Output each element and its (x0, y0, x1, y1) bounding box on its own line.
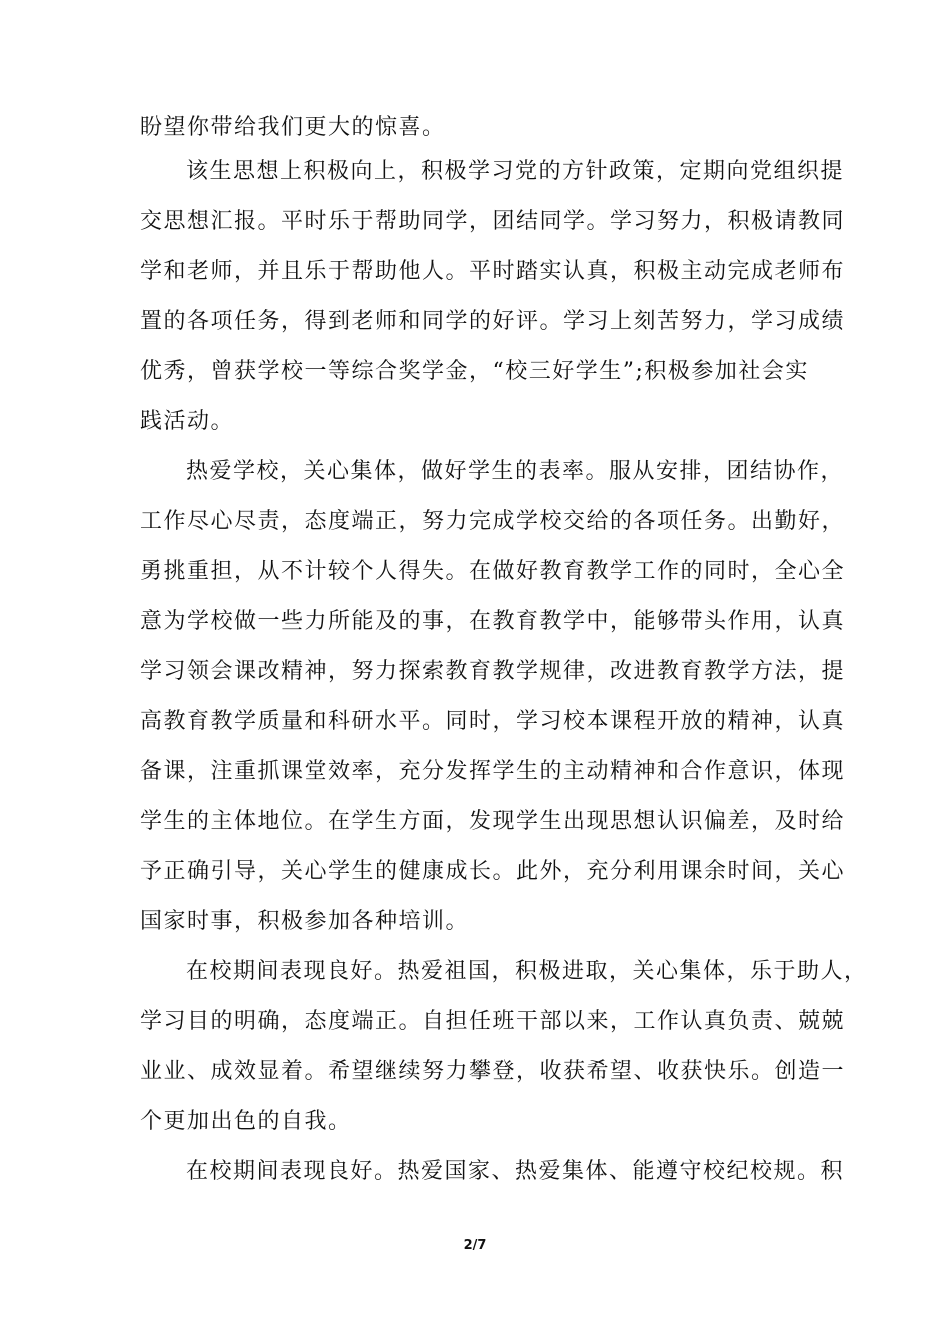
text-line: 个更加出色的自我。 (140, 1109, 352, 1134)
text-line: 工作尽心尽责，态度端正，努力完成学校交给的各项任务。出勤好， (140, 509, 846, 534)
text-line: 践活动。 (140, 409, 235, 434)
text-line: 该生思想上积极向上，积极学习党的方针政策，定期向党组织提 (186, 159, 845, 184)
text-line: 交思想汇报。平时乐于帮助同学，团结同学。学习努力，积极请教同 (140, 209, 846, 234)
text-line: 国家时事，积极参加各种培训。 (140, 909, 470, 934)
text-line: 高教育教学质量和科研水平。同时，学习校本课程开放的精神，认真 (140, 709, 846, 734)
text-line: 学和老师，并且乐于帮助他人。平时踏实认真，积极主动完成老师布 (140, 259, 846, 284)
text-line: 勇挑重担，从不计较个人得失。在做好教育教学工作的同时，全心全 (140, 559, 846, 584)
text-line: 在校期间表现良好。热爱国家、热爱集体、能遵守校纪校规。积 (186, 1159, 845, 1184)
text-line: 盼望你带给我们更大的惊喜。 (140, 115, 446, 140)
text-line: 意为学校做一些力所能及的事，在教育教学中，能够带头作用，认真 (140, 609, 846, 634)
text-line: 学生的主体地位。在学生方面，发现学生出现思想认识偏差，及时给 (140, 809, 846, 834)
text-line: 在校期间表现良好。热爱祖国，积极进取，关心集体，乐于助人， (186, 959, 868, 984)
text-line: 业业、成效显着。希望继续努力攀登，收获希望、收获快乐。创造一 (140, 1059, 846, 1084)
page-number: 2/7 (463, 1238, 487, 1253)
text-line: 学习目的明确，态度端正。自担任班干部以来，工作认真负责、兢兢 (140, 1009, 846, 1034)
text-line: 学习领会课改精神，努力探索教育教学规律，改进教育教学方法，提 (140, 659, 846, 684)
text-line: 予正确引导，关心学生的健康成长。此外，充分利用课余时间，关心 (140, 859, 846, 884)
text-line: 备课，注重抓课堂效率，充分发挥学生的主动精神和合作意识，体现 (140, 759, 846, 784)
text-line: 热爱学校，关心集体，做好学生的表率。服从安排，团结协作， (186, 459, 845, 484)
text-line: 置的各项任务，得到老师和同学的好评。学习上刻苦努力，学习成绩 (140, 309, 846, 334)
text-line: 优秀，曾获学校一等综合奖学金，“校三好学生”;积极参加社会实 (140, 359, 809, 384)
